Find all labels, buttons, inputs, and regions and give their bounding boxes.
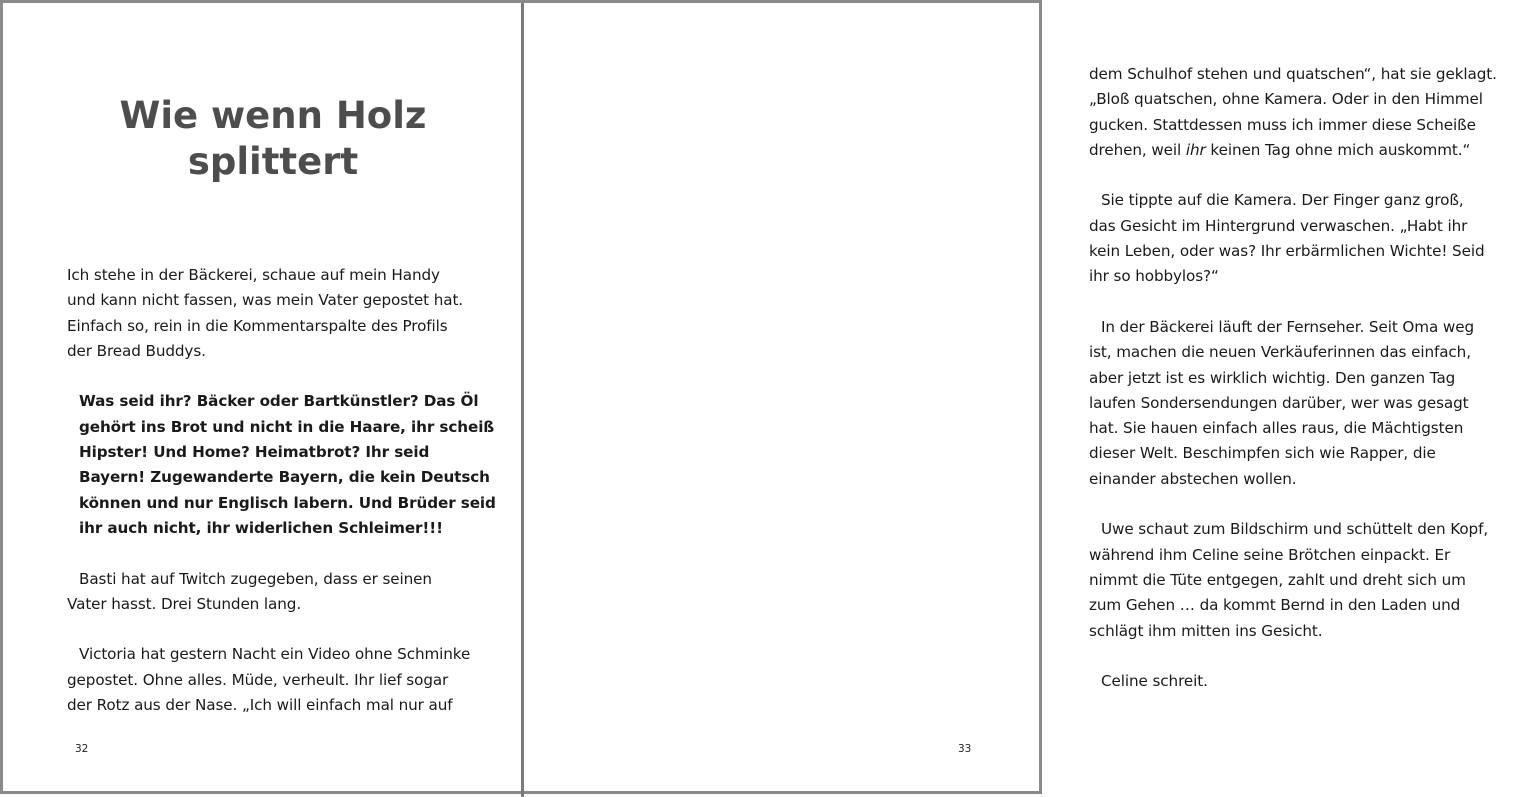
paragraph-gap [1089, 290, 1519, 315]
left-page [3, 3, 521, 797]
quote-line: können und nur Englisch labern. Und Brüder seid [79, 493, 496, 512]
text-line: In der Bäckerei läuft der Fernseher. Seit Oma weg [1101, 317, 1474, 336]
text-line: hat. Sie hauen einfach alles raus, die Mächtigsten [1089, 419, 1464, 438]
paragraph-gap [67, 364, 497, 389]
text-line: „Bloß quatschen, ohne Kamera. Oder in den Himmel [1089, 90, 1483, 109]
text-line: schlägt ihm mitten ins Gesicht. [1089, 621, 1323, 640]
text-line: der Rotz aus der Nase. „Ich will einfach mal nur auf [67, 696, 453, 715]
quote-line: Was seid ihr? Bäcker oder Bartkünstler? Das Öl [79, 392, 479, 411]
text-line: ihr so hobbylos?“ [1089, 267, 1219, 286]
chapter-title-line-1: Wie wenn Holz [119, 94, 427, 137]
paragraph-gap [1089, 644, 1519, 669]
paragraph-gap [1089, 492, 1519, 517]
text-line: Uwe schaut zum Bildschirm und schüttelt den Kopf, [1101, 520, 1489, 539]
quote-line: Bayern! Zugewanderte Bayern, die kein Deutsch [79, 468, 490, 487]
text-line: kein Leben, oder was? Ihr erbärmlichen Wichte! Seid [1089, 242, 1485, 261]
text-line: nimmt die Tüte entgegen, zahlt und dreht sich um [1089, 570, 1466, 589]
text-line: zum Gehen … da kommt Bernd in den Laden und [1089, 596, 1461, 615]
paragraph-gap [1089, 163, 1519, 188]
right-page-body [1089, 62, 1519, 694]
left-page-body [67, 263, 497, 718]
text-line: aber jetzt ist es wirklich wichtig. Den ganzen Tag [1089, 368, 1456, 387]
text-line: Celine schreit. [1101, 672, 1208, 691]
quote-line: ihr auch nicht, ihr widerlichen Schleimer!!! [79, 518, 443, 537]
text-line: Basti hat auf Twitch zugegeben, dass er seinen [79, 569, 432, 588]
text-line: Vater hasst. Drei Stunden lang. [67, 594, 302, 613]
text-line: Einfach so, rein in die Kommentarspalte des Profils [67, 316, 448, 335]
text-line: ist, machen die neuen Verkäuferinnen das einfach, [1089, 343, 1471, 362]
right-page [524, 3, 1497, 797]
text-fragment: keinen Tag ohne mich auskommt.“ [1210, 140, 1471, 159]
text-line: Sie tippte auf die Kamera. Der Finger ganz groß, [1101, 191, 1464, 210]
text-line: gucken. Stattdessen muss ich immer diese Scheiße [1089, 115, 1476, 134]
page-number-right: 33 [958, 743, 972, 755]
text-fragment: drehen, weil [1089, 140, 1182, 159]
text-line: Victoria hat gestern Nacht ein Video ohne Schminke [79, 645, 471, 664]
text-line: gepostet. Ohne alles. Müde, verheult. Ihr lief sogar [67, 670, 449, 689]
text-line: einander abstechen wollen. [1089, 469, 1297, 488]
page-number-left: 32 [75, 743, 89, 755]
quote-line: gehört ins Brot und nicht in die Haare, ihr scheiß [79, 417, 495, 436]
text-line: während ihm Celine seine Brötchen einpackt. Er [1089, 545, 1451, 564]
text-line: der Bread Buddys. [67, 341, 206, 360]
emphasis-text: ihr [1185, 140, 1206, 159]
text-line: laufen Sondersendungen darüber, wer was gesagt [1089, 393, 1469, 412]
text-line: das Gesicht im Hintergrund verwaschen. „Habt ihr [1089, 216, 1468, 235]
paragraph-gap [67, 617, 497, 642]
text-line: dieser Welt. Beschimpfen sich wie Rapper, die [1089, 444, 1436, 463]
text-line: dem Schulhof stehen und quatschen“, hat sie geklagt. [1089, 65, 1497, 83]
paragraph-gap [67, 541, 497, 566]
chapter-title-line-2: splittert [187, 140, 359, 183]
text-line: Ich stehe in der Bäckerei, schaue auf mein Handy [67, 266, 440, 284]
text-line: und kann nicht fassen, was mein Vater gepostet hat. [67, 291, 464, 310]
quote-line: Hipster! Und Home? Heimatbrot? Ihr seid [79, 443, 430, 462]
text-line [1089, 138, 1519, 163]
chapter-title [67, 93, 479, 185]
